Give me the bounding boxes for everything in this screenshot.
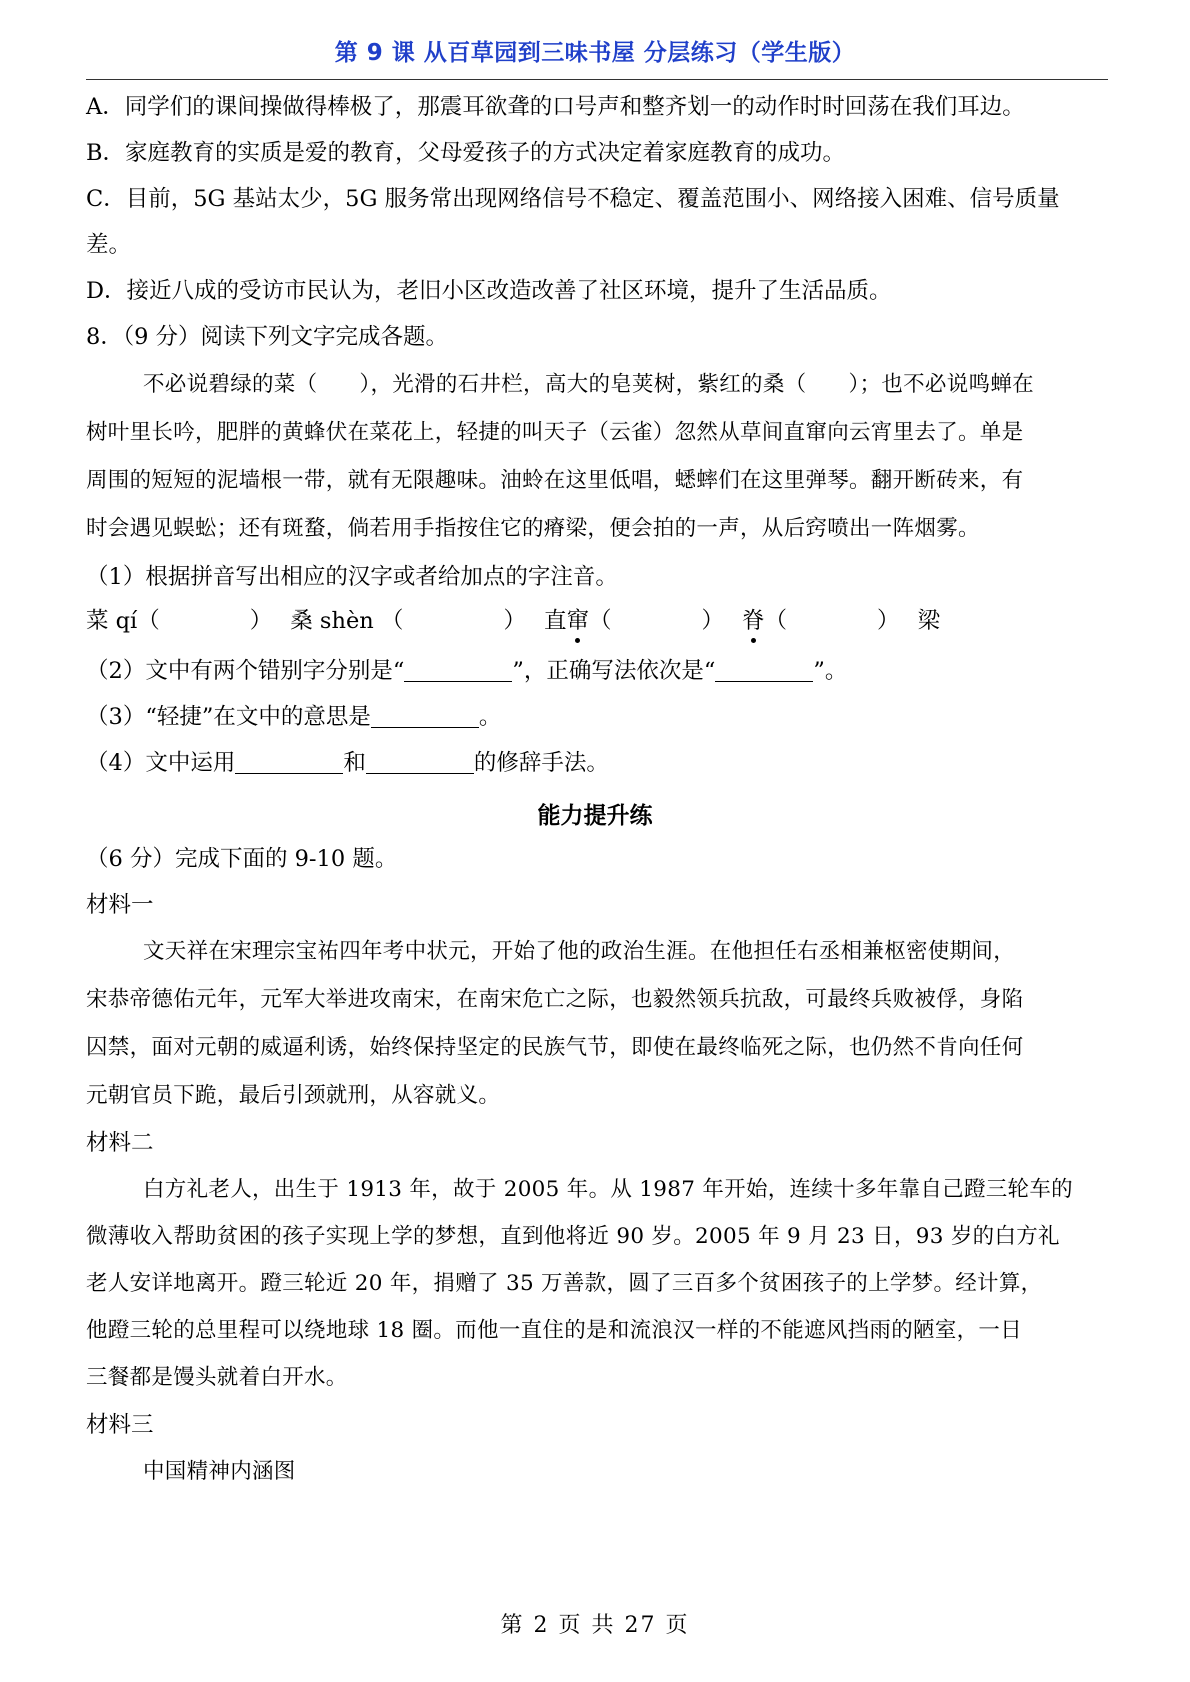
answer-blank[interactable] xyxy=(371,705,479,728)
question-text: （2）文中有两个错别字分别是“ xyxy=(86,658,405,684)
material-2-line-3: 老人安详地离开。蹬三轮近 20 年，捐赠了 35 万善款，圆了三百多个贫困孩子的上学梦。经计算， xyxy=(86,1271,1043,1296)
passage-line-4: 时会遇见蜈蚣；还有斑蝥，倘若用手指按住它的瘠梁，便会拍的一声，从后窍喷出一阵烟雾。 xyxy=(86,516,980,541)
answer-blank[interactable] xyxy=(404,659,512,682)
pinyin-item: ） xyxy=(249,608,273,634)
section-stem: （6 分）完成下面的 9-10 题。 xyxy=(86,846,398,872)
material-2-line-4: 他蹬三轮的总里程可以绕地球 18 圈。而他一直住的是和流浪汉一样的不能遮风挡雨的陋室，一日 xyxy=(86,1318,1023,1343)
passage-text: ），光滑的石井栏，高大的皂荚树，紫红的桑（ xyxy=(359,372,807,397)
material-1-line-2: 宋恭帝德佑元年，元军大举进攻南宋，在南宋危亡之际，也毅然领兵抗敌，可最终兵败被俘，身陷 xyxy=(86,987,1024,1012)
passage-text: ）；也不必说鸣蝉在 xyxy=(848,372,1034,397)
pinyin-item: 菜 qí（ xyxy=(86,608,160,634)
question-text: 和 xyxy=(343,750,366,776)
answer-blank[interactable] xyxy=(366,751,474,774)
pinyin-item: ） xyxy=(503,608,526,634)
material-1-line-3: 囚禁，面对元朝的威逼利诱，始终保持坚定的民族气节，即使在最终临死之际，也仍然不肯向任何 xyxy=(86,1035,1024,1060)
answer-blank[interactable] xyxy=(235,751,343,774)
option-b: B．家庭教育的实质是爱的教育，父母爱孩子的方式决定着家庭教育的成功。 xyxy=(86,140,846,166)
pinyin-item: 桑 shèn （ xyxy=(290,608,404,634)
passage-line-1 xyxy=(143,370,1110,400)
passage-line-3: 周围的短短的泥墙根一带，就有无限趣味。油蛉在这里低唱，蟋蟀们在这里弹琴。翻开断砖来，有 xyxy=(86,468,1024,493)
question-text: （4）文中运用 xyxy=(86,750,236,776)
sub-question-4 xyxy=(86,748,1110,778)
page-header-title: 第 9 课 从百草园到三味书屋 分层练习（学生版） xyxy=(334,40,856,66)
question-text: （3）“轻捷”在文中的意思是 xyxy=(86,704,371,730)
question-text: 的修辞手法。 xyxy=(473,750,609,776)
material-3-caption: 中国精神内涵图 xyxy=(143,1459,296,1484)
pinyin-item: 直 xyxy=(543,608,567,634)
question-text: ”，正确写法依次是“ xyxy=(512,658,716,684)
material-3-label: 材料三 xyxy=(86,1412,154,1438)
material-1-line-4: 元朝官员下跪，最后引颈就刑，从容就义。 xyxy=(86,1083,501,1108)
material-2-label: 材料二 xyxy=(86,1130,154,1156)
pinyin-item: 梁 xyxy=(917,608,941,634)
pinyin-item: ） xyxy=(701,608,725,634)
material-2-line-5: 三餐都是馒头就着白开水。 xyxy=(86,1365,348,1390)
sub-question-3 xyxy=(86,702,1110,732)
material-1-label: 材料一 xyxy=(86,892,154,918)
question-text: ”。 xyxy=(813,658,848,684)
question-text: 。 xyxy=(478,704,502,730)
sub-question-2 xyxy=(86,656,1110,686)
passage-text: 不必说碧绿的菜（ xyxy=(143,372,318,397)
pinyin-item: ） xyxy=(877,608,900,634)
sub-question-1: （1）根据拼音写出相应的汉字或者给加点的字注音。 xyxy=(86,564,618,590)
option-d: D．接近八成的受访市民认为，老旧小区改造改善了社区环境，提升了生活品质。 xyxy=(86,278,892,304)
passage-line-2: 树叶里长吟，肥胖的黄蜂伏在菜花上，轻捷的叫天子（云雀）忽然从草间直窜向云宵里去了。单是 xyxy=(86,420,1024,445)
option-a: A．同学们的课间操做得棒极了，那震耳欲聋的口号声和整齐划一的动作时时回荡在我们耳边。 xyxy=(86,94,1025,120)
dotted-char: 窜 xyxy=(566,608,589,634)
material-1-line-1: 文天祥在宋理宗宝祐四年考中状元，开始了他的政治生涯。在他担任右丞相兼枢密使期间， xyxy=(143,939,1016,964)
answer-blank[interactable] xyxy=(715,659,813,682)
material-2-line-1: 白方礼老人，出生于 1913 年，故于 2005 年。从 1987 年开始，连续十多年靠自己蹬三轮车的 xyxy=(143,1177,1073,1202)
dotted-char: 脊 xyxy=(742,608,765,634)
pinyin-row xyxy=(86,606,1110,636)
option-c-line1: C．目前，5G 基站太少，5G 服务常出现网络信号不稳定、覆盖范围小、网络接入困难、信号质量 xyxy=(86,186,1060,212)
material-2-line-2: 微薄收入帮助贫困的孩子实现上学的梦想，直到他将近 90 岁。2005 年 9 月 23 日，93 岁的白方礼 xyxy=(86,1224,1060,1249)
pinyin-item: （ xyxy=(588,608,612,634)
question-8-stem: 8．（9 分）阅读下列文字完成各题。 xyxy=(86,324,449,350)
pinyin-item: （ xyxy=(764,608,788,634)
section-title: 能力提升练 xyxy=(537,803,653,829)
header-divider xyxy=(86,79,1108,80)
option-c-line2: 差。 xyxy=(86,232,132,258)
page-number: 第 2 页 共 27 页 xyxy=(500,1613,690,1638)
